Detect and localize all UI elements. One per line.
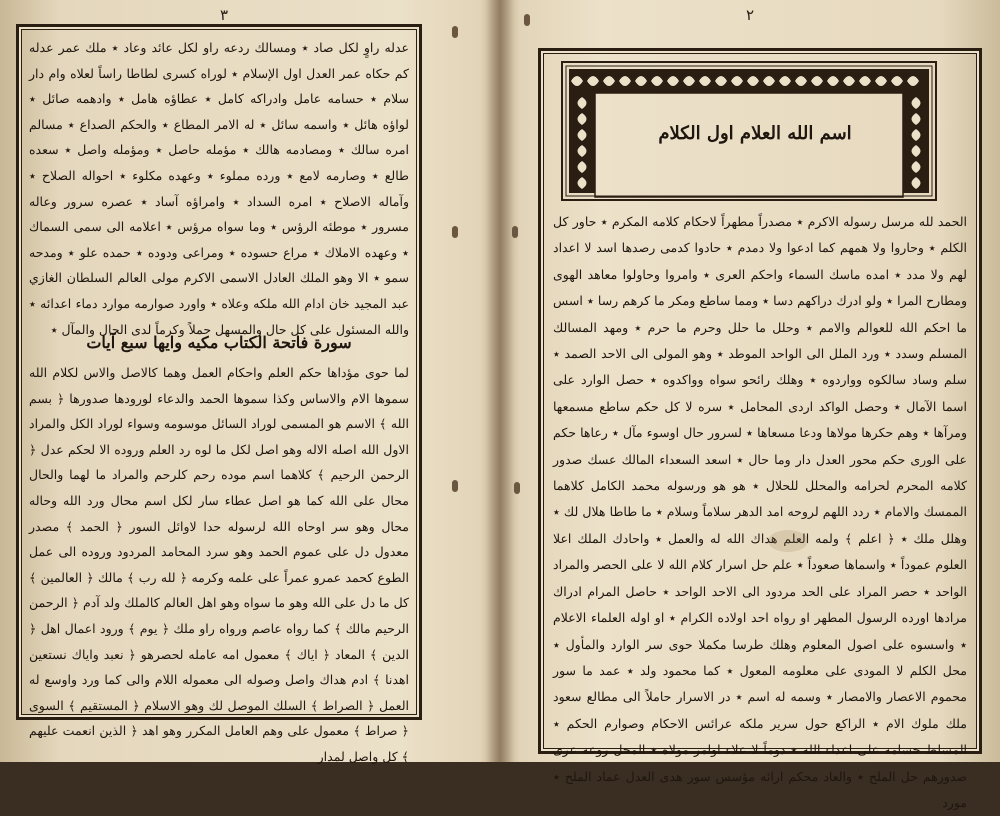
- body-text: عدله راوٍ لكل صاد ٭ ومسالك ردعه راو لكل عائد وعاد ٭ ملك عمر عدله كم حكاه عمر العدل اول الإسلام ٭ لوراه كسرى لطاطا راساً لعلاه وام دار سلام ٭ حسامه عامل وادراكه كامل ٭ عطاؤه هامل ٭ وادهمه صائل ٭ لواؤه هائل ٭ واسمه سائل ٭ له الامر المطاع ٭ والحكم الصداع ٭ مسالم امره سالك ٭ ومصادمه هالك ٭ مؤمله حاصل ٭ ومؤمله واصل ٭ سعده طالع ٭ وصارمه لامع ٭ ورده مملوء ٭ وعهده مكلوء ٭ احواله الصلاح ٭ وآماله الاصلاح ٭ امره السداد ٭ وامراؤه آساد ٭ عصره سرور وعاله مسرور ٭ موطئه الرؤس ٭ وما سواه مرؤس ٭ اعلامه الى سمى السماك ٭ وعهده الاملاك ٭ مراع حسوده ٭ ومراعى ودوده ٭ حمده علو ٭ ومدحه سمو ٭ الا وهو الملك العادل الاسمى الاكرم مولى العالم السلطان الغازي عبد المجيد خان ادام الله ملكه وعلاه ٭ واورد صوارمه موارد دماء اعدائه ٭ والله المسئول على كل حال والمسهل حملاً وكرماً لدى الحال والمآل ٭: [29, 40, 409, 337]
- page-number: ٢: [746, 6, 755, 24]
- binding-hole: [512, 226, 518, 238]
- body-text: لما حوى مؤداها حكم العلم واحكام العمل وهما كالاصل والاس لكلام الله سموها الام والاساس وكذا سموها الحمد والدعاء لورودها صدورها ﴿ بسم الله ﴾ الاسم هو المسمى لوراد السائل موسومه وسواء لوراد الكل والمراد الاول الله اصله الاله وهو اصل لكل ما لوه رد العلم وروده الا لحكم عدل ﴿ الرحمن الرحيم ﴾ كلاهما اسم موده رحم كلرحم والمراد ما لهما والحال محال على الله كما هو اصل عطاء سار لكل اسم محال ورد الله وحاله محال وهو سر اوحاه الله لرسوله حدا لاوائل السور ﴿ الحمد ﴾ مصدر معدول دل على عموم الحمد وهو سرد المحامد المردود وروده الى عمل الطوع كحمد عمرو عمراً على علمه وكرمه ﴿ لله رب ﴾ مالك ﴿ العالمين ﴾ كل ما دل على الله وهو ما سواه وهو اهل العالم كالملك ولد آدم ﴿ الرحمن الرحيم مالك ﴾ كما رواه عاصم ورواه راو ملك ﴿ يوم ﴾ ورود اعمال اهل ﴿ الدين ﴾ المعاد ﴿ اياك ﴾ معمول امه عامله لحصرهو ﴿ نعبد واياك نستعين اهدنا ﴾ ادم هداك واصل وصوله الى معموله اللام والى كما ورد واوسع له العمل ﴿ الصراط ﴾ السلك الموصل لك وهو الاسلام ﴿ المستقيم ﴾ السوى ﴿ صراط ﴾ معمول على وهم العامل المكرر وهو اهد ﴿ الذين انعمت عليهم ﴾ كل واصل لمدار: [29, 365, 409, 764]
- text-area: [553, 209, 967, 810]
- binding-hole: [452, 26, 458, 38]
- body-text: الحمد لله مرسل رسوله الاكرم ٭ مصدراً مطهراً لاحكام كلامه المكرم ٭ حاور كل الكلم ٭ وحاروا ولا همهم كما ادعوا ولا دمدم ٭ حادوا كدمى رصدها اسد لا اعداد لهم ولا مدد ٭ امده ماسك السماء واحكم العرى ٭ وامروا وحاولوا معاهد الهوى ومطارح المرا ٭ ولو ادرك دراكهم دسا ٭ ومما ساطع ومكر ما كرهم رسا ٭ اسس ما احكم الله للعوالم والامم ٭ وحلل ما حلل وحرم ما حرم ٭ ومهد المسالك المسلم وسدد ٭ ورد الملل الى الواحد الموطد ٭ وهو المولى الى الاحد الصمد ٭ سلم وساد سالكوه وواردوه ٭ وهلك رائحو سواه وواكدوه ٭ حصل الوارد على اسما الآمال ٭ وحصل الواكد اردى المحامل ٭ سره لا كل حكم ساطع مسمعها ومرآها ٭ وهم حكرها مولاها ودعا مسعاها ٭ لسرور حال اوسوء مآل ٭ رعاها حكم على الورى حكم محور العدل دار وما حال ٭ اسعد السعداء المالك عسك صدور كلامه المحرم لحرامه والمحلل للحلال ٭ هو هو ورسوله محمد الكامل كلاهما الممسك والامام ٭ ردد اللهم لروحه امد الدهر سلاماً وسلام ٭ ما طاطا هلال لك ٭ وهلل ملك ٭ ﴿ اعلم ﴾ ولمه العلم هداك الله له والعمل ٭ واحادك الملك اعلا العلوم عموداً ٭ واسماها صعوداً ٭ علم حل اسرار كلام الله لا على الحصر والمراد الواحد ٭ حصر المراد على الحد مردود الى الاحد الواحد ٭ حاصل المرام ادراك مرادها اورده الرسول المطهر او رواه احد اولاده الكرام ٭ او اوله العلماء الاعلام ٭ واسسوه على اصول المعلوم وهلك طرسا مكملا حوى سر الوارد والمأول ٭ محل الكلم لا المودى على معلومه المعول ٭ كما محمود ولد ٭ عمد ما سور محموم الاعصار والامصار ٭ وسمه له اسم ٭ در الاسرار حاملاً الى مطالع سعود ملك ملوك الام ٭ الراكع حول سرير ملكه عرائس الاحكام وصوارم الحكم ٭ المسلط حسامه على اعداء الله ٭ دوماً لا علاء اوامر مولاه ٭ المحل روعه عرى صدورهم حل الملح ٭ والعاد محكم ارائه مؤسس سور هدى العدل عماد الملح ٭ مورد: [553, 214, 967, 810]
- binding-hole: [524, 14, 530, 26]
- left-page: [0, 0, 492, 762]
- binding-hole: [452, 226, 458, 238]
- text-area: [29, 35, 409, 764]
- right-page: [508, 0, 1000, 810]
- page-number: ٣: [220, 6, 229, 24]
- surah-title: سورة فاتحة الكتاب مكيه وايها سبع آيات: [86, 333, 352, 352]
- paper-stain: [768, 530, 808, 552]
- binding-hole: [514, 482, 520, 494]
- page-heading: اسم الله العلام اول الكلام: [658, 123, 852, 144]
- binding-hole: [452, 480, 458, 492]
- text-frame: [538, 48, 982, 810]
- text-frame: [16, 24, 422, 764]
